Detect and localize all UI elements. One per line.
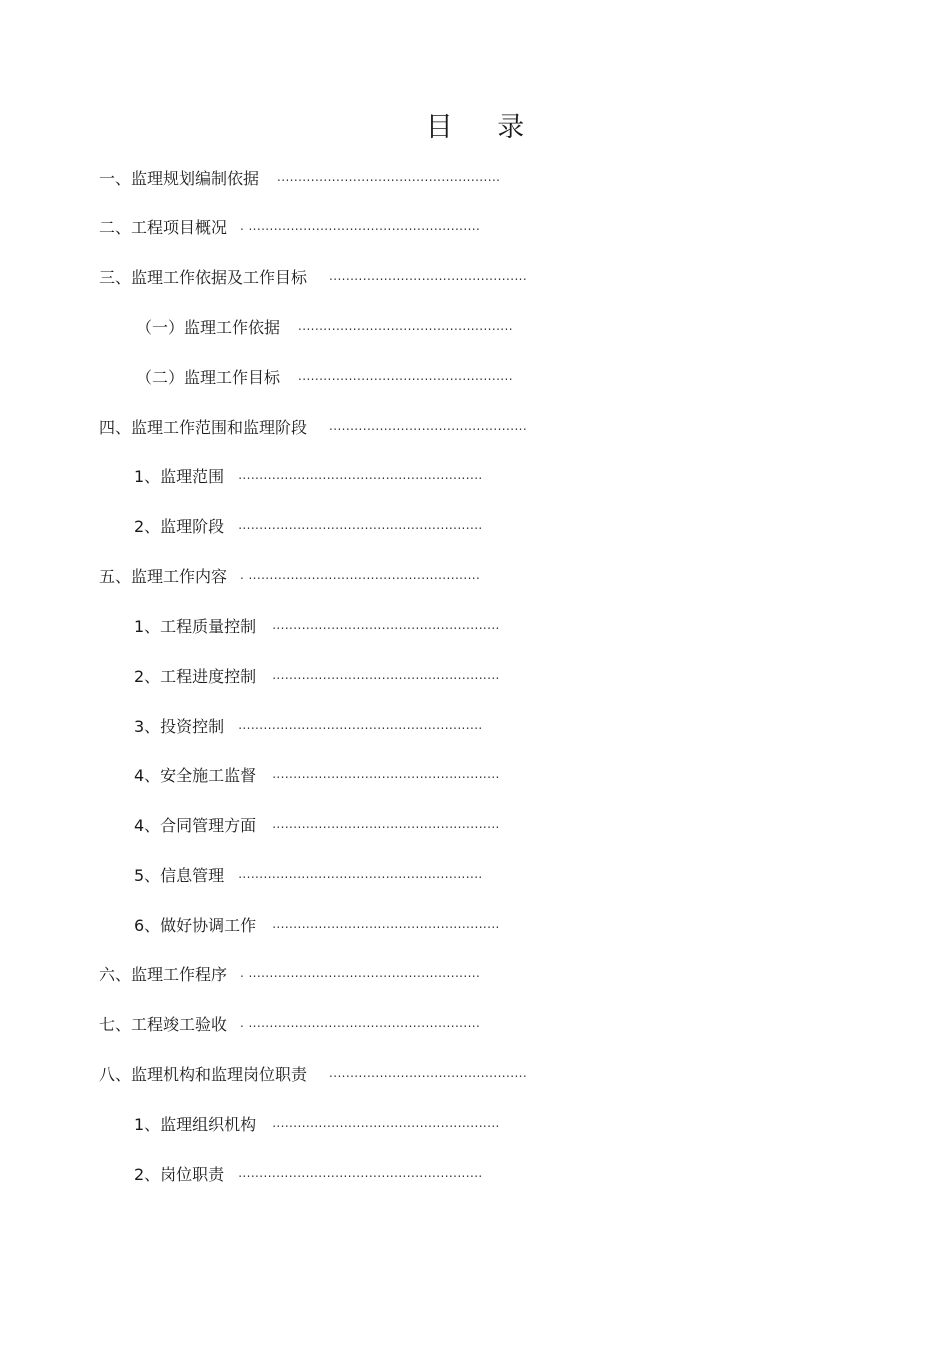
toc-entry-leader: . ....................................................... <box>240 1016 481 1030</box>
toc-entry-4-1[interactable] <box>134 458 509 492</box>
toc-entry-label: 3、投资控制 <box>134 716 225 736</box>
toc-entry-label: （二）监理工作目标 <box>136 367 281 387</box>
toc-entry-4-2[interactable] <box>134 508 509 542</box>
toc-entry-label: （一）监理工作依据 <box>136 317 281 337</box>
toc-entry-5[interactable] <box>99 558 513 592</box>
toc-entry-leader: .......................................................... <box>238 1166 483 1180</box>
toc-entry-label: 4、合同管理方面 <box>134 815 257 835</box>
toc-entry-2[interactable] <box>99 209 513 243</box>
toc-entry-leader: .......................................................... <box>238 718 483 732</box>
toc-entry-leader: . ....................................................... <box>240 219 481 233</box>
toc-entry-leader: ...................................................... <box>272 817 500 831</box>
toc-entry-3[interactable] <box>99 259 549 293</box>
toc-entry-8[interactable] <box>99 1056 549 1090</box>
toc-entry-label: 一、监理规划编制依据 <box>99 168 260 188</box>
toc-entry-label: 6、做好协调工作 <box>134 915 257 935</box>
toc-entry-leader: .......................................................... <box>238 518 483 532</box>
toc-entry-3-1[interactable] <box>136 309 536 343</box>
toc-entry-leader: ..................................................... <box>277 170 501 184</box>
toc-entry-label: 1、监理范围 <box>134 466 225 486</box>
toc-entry-5-2[interactable] <box>134 658 525 692</box>
toc-entry-leader: ...................................................... <box>272 917 500 931</box>
toc-entry-label: 八、监理机构和监理岗位职责 <box>99 1064 308 1084</box>
toc-entry-leader: ...................................................... <box>272 618 500 632</box>
toc-entry-leader: .......................................................... <box>238 468 483 482</box>
toc-entry-label: 六、监理工作程序 <box>99 964 228 984</box>
toc-entry-leader: ................................................... <box>298 319 513 333</box>
toc-entry-label: 三、监理工作依据及工作目标 <box>99 267 308 287</box>
toc-entry-5-1[interactable] <box>134 608 525 642</box>
toc-entry-label: 1、监理组织机构 <box>134 1114 257 1134</box>
toc-entry-5-5[interactable] <box>134 807 525 841</box>
toc-entry-1[interactable] <box>99 160 525 194</box>
toc-entry-5-3[interactable] <box>134 708 509 742</box>
toc-entry-4[interactable] <box>99 409 549 443</box>
toc-entry-label: 2、岗位职责 <box>134 1164 225 1184</box>
toc-entry-label: 四、监理工作范围和监理阶段 <box>99 417 308 437</box>
toc-entry-label: 2、监理阶段 <box>134 516 225 536</box>
toc-entry-8-1[interactable] <box>134 1106 525 1140</box>
toc-entry-label: 1、工程质量控制 <box>134 616 257 636</box>
toc-entry-label: 七、工程竣工验收 <box>99 1014 228 1034</box>
toc-entry-leader: . ....................................................... <box>240 568 481 582</box>
toc-entry-label: 2、工程进度控制 <box>134 666 257 686</box>
toc-entry-7[interactable] <box>99 1006 513 1040</box>
toc-entry-3-2[interactable] <box>136 359 536 393</box>
toc-entry-label: 二、工程项目概况 <box>99 217 228 237</box>
toc-entry-leader: . ....................................................... <box>240 966 481 980</box>
toc-entry-5-6[interactable] <box>134 857 509 891</box>
toc-entry-8-2[interactable] <box>134 1156 509 1190</box>
toc-entry-5-4[interactable] <box>134 757 525 791</box>
toc-entry-label: 5、信息管理 <box>134 865 225 885</box>
toc-entry-leader: ...................................................... <box>272 668 500 682</box>
toc-entry-leader: .......................................................... <box>238 867 483 881</box>
toc-entry-6[interactable] <box>99 956 513 990</box>
toc-entry-label: 4、安全施工监督 <box>134 765 257 785</box>
toc-entry-leader: ...................................................... <box>272 1116 500 1130</box>
toc-entry-leader: ............................................... <box>329 269 528 283</box>
toc-title: 目 录 <box>425 112 543 143</box>
toc-entry-label: 五、监理工作内容 <box>99 566 228 586</box>
toc-entry-leader: ............................................... <box>329 419 528 433</box>
toc-entry-leader: ............................................... <box>329 1066 528 1080</box>
toc-entry-leader: ................................................... <box>298 369 513 383</box>
toc-entry-leader: ...................................................... <box>272 767 500 781</box>
toc-entry-5-7[interactable] <box>134 907 525 941</box>
